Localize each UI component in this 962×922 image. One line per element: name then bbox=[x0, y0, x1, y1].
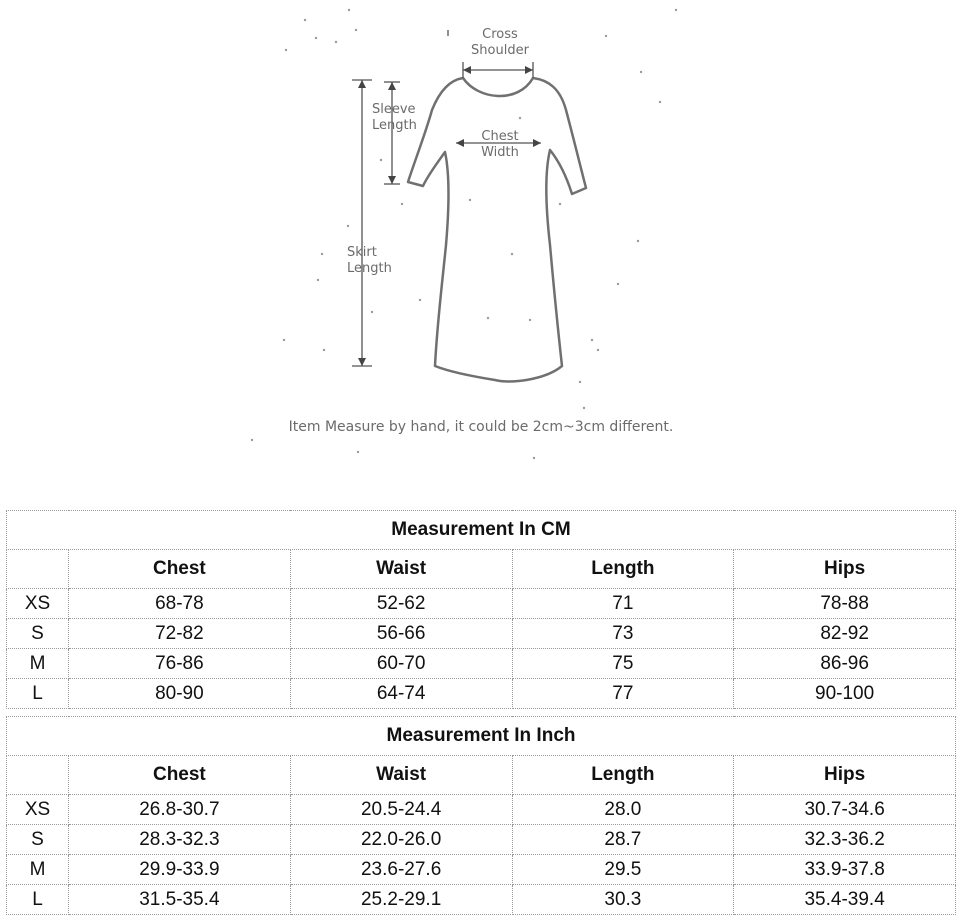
table-cell: 80-90 bbox=[69, 679, 291, 709]
table-row bbox=[7, 825, 956, 855]
table-row bbox=[7, 885, 956, 915]
table-cell: 90-100 bbox=[734, 679, 956, 709]
table-cell: 86-96 bbox=[734, 649, 956, 679]
header-cell bbox=[7, 550, 69, 589]
chest-width-label-line1: Chest bbox=[481, 129, 519, 144]
table-row bbox=[7, 589, 956, 619]
table-title-inch: Measurement In Inch bbox=[7, 717, 956, 756]
measurement-table-inch bbox=[6, 716, 956, 915]
header-cell: Length bbox=[512, 550, 734, 589]
table-cell: 71 bbox=[512, 589, 734, 619]
table-cell: 76-86 bbox=[69, 649, 291, 679]
header-cell: Hips bbox=[734, 550, 956, 589]
sleeve-length-label-line2: Length bbox=[372, 118, 417, 133]
table-cell: 82-92 bbox=[734, 619, 956, 649]
skirt-length-label bbox=[347, 245, 403, 277]
table-cell: 22.0-26.0 bbox=[290, 825, 512, 855]
header-cell: Waist bbox=[290, 756, 512, 795]
sleeve-length-label bbox=[372, 102, 428, 134]
header-cell: Chest bbox=[69, 756, 291, 795]
table-header-row bbox=[7, 756, 956, 795]
chest-width-label-line2: Width bbox=[481, 145, 519, 160]
table-row bbox=[7, 619, 956, 649]
size-cell: XS bbox=[7, 589, 69, 619]
table-cell: 73 bbox=[512, 619, 734, 649]
measure-note: Item Measure by hand, it could be 2cm~3cm different. bbox=[288, 419, 674, 435]
header-cell: Hips bbox=[734, 756, 956, 795]
table-cell: 78-88 bbox=[734, 589, 956, 619]
sleeve-length-label-line1: Sleeve bbox=[372, 102, 416, 117]
header-cell: Chest bbox=[69, 550, 291, 589]
size-cell: L bbox=[7, 885, 69, 915]
size-cell: XS bbox=[7, 795, 69, 825]
header-cell: Waist bbox=[290, 550, 512, 589]
table-row bbox=[7, 649, 956, 679]
table-header-row bbox=[7, 550, 956, 589]
size-cell: L bbox=[7, 679, 69, 709]
table-cell: 20.5-24.4 bbox=[290, 795, 512, 825]
chest-width-label bbox=[470, 129, 530, 161]
size-cell: S bbox=[7, 825, 69, 855]
measurement-table-cm bbox=[6, 510, 956, 709]
table-cell: 56-66 bbox=[290, 619, 512, 649]
header-cell: Length bbox=[512, 756, 734, 795]
table-row bbox=[7, 855, 956, 885]
size-cell: S bbox=[7, 619, 69, 649]
table-cell: 23.6-27.6 bbox=[290, 855, 512, 885]
table-cell: 28.7 bbox=[512, 825, 734, 855]
cross-shoulder-label bbox=[462, 27, 538, 59]
table-cell: 32.3-36.2 bbox=[734, 825, 956, 855]
table-cell: 26.8-30.7 bbox=[69, 795, 291, 825]
table-cell: 30.3 bbox=[512, 885, 734, 915]
table-cell: 75 bbox=[512, 649, 734, 679]
skirt-length-label-line1: Skirt bbox=[347, 245, 377, 260]
cross-shoulder-label-line2: Shoulder bbox=[471, 43, 529, 58]
table-row bbox=[7, 679, 956, 709]
table-row bbox=[7, 795, 956, 825]
table-cell: 64-74 bbox=[290, 679, 512, 709]
cross-shoulder-label-line1: Cross bbox=[482, 27, 518, 42]
size-cell: M bbox=[7, 649, 69, 679]
table-cell: 33.9-37.8 bbox=[734, 855, 956, 885]
table-cell: 77 bbox=[512, 679, 734, 709]
table-cell: 29.9-33.9 bbox=[69, 855, 291, 885]
table-cell: 72-82 bbox=[69, 619, 291, 649]
table-cell: 31.5-35.4 bbox=[69, 885, 291, 915]
table-cell: 52-62 bbox=[290, 589, 512, 619]
header-cell bbox=[7, 756, 69, 795]
table-cell: 28.0 bbox=[512, 795, 734, 825]
table-cell: 35.4-39.4 bbox=[734, 885, 956, 915]
table-cell: 25.2-29.1 bbox=[290, 885, 512, 915]
table-cell: 30.7-34.6 bbox=[734, 795, 956, 825]
size-cell: M bbox=[7, 855, 69, 885]
table-title-cm: Measurement In CM bbox=[7, 511, 956, 550]
table-cell: 68-78 bbox=[69, 589, 291, 619]
table-cell: 28.3-32.3 bbox=[69, 825, 291, 855]
skirt-length-label-line2: Length bbox=[347, 261, 392, 276]
table-cell: 29.5 bbox=[512, 855, 734, 885]
table-cell: 60-70 bbox=[290, 649, 512, 679]
